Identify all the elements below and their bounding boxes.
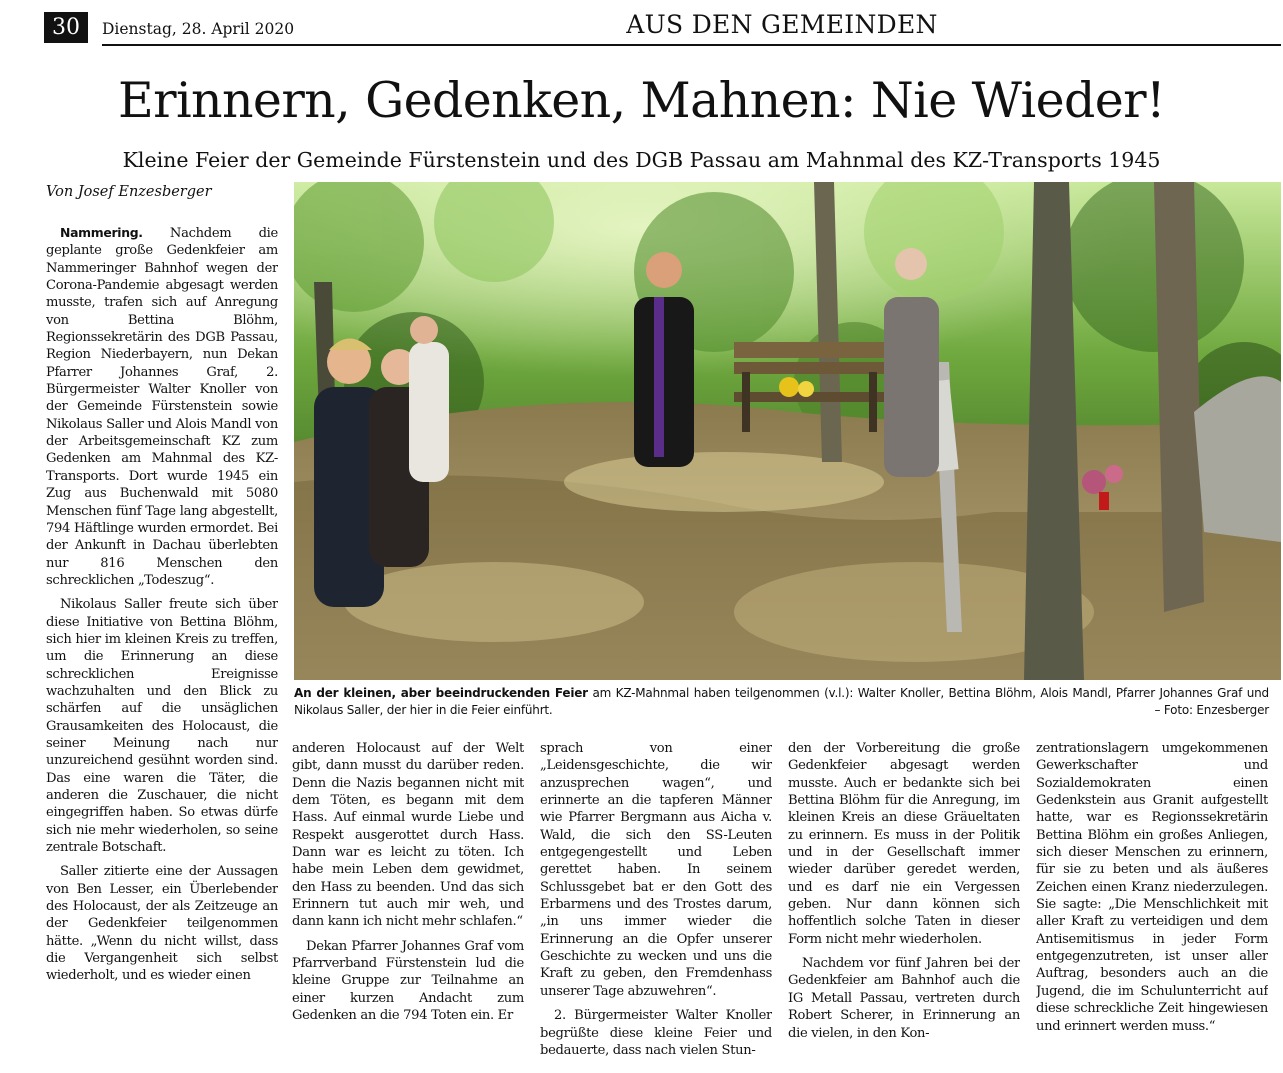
page-number: 30 — [44, 12, 88, 43]
text-column-3 — [540, 740, 772, 1070]
dateline: Nammering. — [60, 225, 143, 240]
paragraph: den der Vorbereitung die große Gedenkfeier abgesagt werden musste. Auch er bedankte sich bei Bettina Blöhm für die Anregung, im kleinen Kreis an diese Gräueltaten zu erinnern. Es muss in der Politik und in der Gesellschaft immer wieder darüber geredet werden, und es darf nie ein Vergessen geben. Nur dann können sich hoffentlich solche Taten in dieser Form nicht mehr wiederholen. — [788, 741, 1020, 947]
paragraph: anderen Holocaust auf der Welt gibt, dann musst du darüber reden. Denn die Nazis begannen nicht mit dem Töten, es begann mit dem Hass. Auf einmal wurde Liebe und Respekt ausgerottet durch Hass. Dann war es leicht zu töten. Ich habe mein Leben dem gewidmet, den Hass zu beenden. Und das sich Erinnern tut auch mir weh, und dann kann ich nicht mehr schlafen.“ — [292, 741, 524, 930]
text-column-4 — [788, 740, 1020, 1070]
text-column-5 — [1036, 740, 1268, 1070]
paragraph: Nachdem vor fünf Jahren bei der Gedenkfeier am Bahnhof auch die IG Metall Passau, vertreten durch Robert Scherer, in Erinnerung an die vielen, in den Kon- — [788, 956, 1020, 1041]
paragraph — [46, 224, 278, 589]
headline: Erinnern, Gedenken, Mahnen: Nie Wieder! — [117, 72, 1166, 129]
text-column-1 — [46, 224, 278, 1070]
caption-text: am KZ-Mahnmal haben teilgenommen (v.l.): Walter Knoller, Bettina Blöhm, Alois Mandl, Pfarrer Johannes Graf und Nikolaus Saller, der hier in die Feier einführt. — [294, 686, 1269, 717]
masthead-rule — [102, 44, 1281, 46]
section-title: AUS DEN GEMEINDEN — [626, 10, 938, 39]
paragraph: Nikolaus Saller freute sich über diese Initiative von Bettina Blöhm, sich hier im kleinen Kreis zu treffen, um die Erinnerung an diese schrecklichen Ereignisse wachzuhalten und den Blick zu schärfen auf die unsäglichen Grausamkeiten des Holocaust, die seiner Meinung nach nur unzureichend gesühnt worden sind. Das eine waren die Täter, die anderen die Zuschauer, die nicht eingegriffen haben. So etwas dürfe sich nie mehr wiederholen, so seine zentrale Botschaft. — [46, 597, 278, 856]
paragraph: Saller zitierte eine der Aussagen von Ben Lesser, ein Überlebender des Holocaust, der als Zeitzeuge an der Gedenkfeier teilgenommen hätte. „Wenn du nicht willst, dass die Vergangenheit sich selbst wiederholt, und es wieder einen — [46, 864, 278, 984]
paragraph-text: Nachdem die geplante große Gedenkfeier am Nammeringer Bahnhof wegen der Corona-Pandemie abgesagt werden musste, trafen sich auf Anregung von Bettina Blöhm, Regionssekretärin des DGB Passau, Region Niederbayern, nun Dekan Pfarrer Johannes Graf, 2. Bürgermeister Walter Knoller von der Gemeinde Fürstenstein sowie Nikolaus Saller und Alois Mandl von der Arbeitsgemeinschaft KZ zum Gedenken am Mahnmal des KZ-Transports. Dort wurde 1945 ein Zug aus Buchenwald mit 5080 Menschen fünf Tage lang abgestellt, 794 Häftlinge wurden ermordet. Bei der Ankunft in Dachau überlebten nur 816 Menschen den schrecklichen „Todeszug“. — [46, 226, 278, 588]
caption-lead: An der kleinen, aber beeindruckenden Feier — [294, 686, 588, 700]
paragraph: 2. Bürgermeister Walter Knoller begrüßte diese kleine Feier und bedauerte, dass nach vielen Stun- — [540, 1008, 772, 1058]
issue-date: Dienstag, 28. April 2020 — [102, 20, 295, 38]
paragraph: zentrationslagern umgekommenen Gewerkschafter und Sozialdemokraten einen Gedenkstein aus Granit aufgestellt hatte, war es Regionssekretärin Bettina Blöhm ein großes Anliegen, sich dieser Menschen zu erinnern, für sie zu beten und als äußeres Zeichen einen Kranz niederzulegen. Sie sagte: „Die Menschlichkeit mit aller Kraft zu verteidigen und dem Antisemitismus in jeder Form entgegenzutreten, ist unser aller Auftrag, besonders auch an die Jugend, die im Schulunterricht auf diese schreckliche Zeit hingewiesen und erinnert werden muss.“ — [1036, 741, 1268, 1034]
article-photo — [294, 182, 1281, 680]
photo-credit: – Foto: Enzesberger — [1154, 703, 1269, 717]
paragraph: Dekan Pfarrer Johannes Graf vom Pfarrverband Fürstenstein lud die kleine Gruppe zur Teilnahme an einer kurzen Andacht zum Gedenken an die 794 Toten ein. Er — [292, 938, 524, 1024]
paragraph: sprach von einer „Leidensgeschichte, die wir anzusprechen wagen“, und erinnerte an die tapferen Männer wie Pfarrer Bergmann aus Aicha v. Wald, die sich den SS-Leuten entgegengestellt und Leben gerettet haben. In seinem Schlussgebet bat er den Gott des Erbarmens und des Trostes darum, „in uns immer wieder die Erinnerung an die Opfer unserer Geschichte zu wecken und uns die Kraft zu geben, den Fremdenhass unserer Tage abzuwehren“. — [540, 741, 772, 999]
text-column-2 — [292, 740, 524, 1070]
photo-caption — [294, 685, 1269, 719]
subheadline: Kleine Feier der Gemeinde Fürstenstein und des DGB Passau am Mahnmal des KZ-Transports 1945 — [122, 148, 1161, 172]
byline: Von Josef Enzesberger — [46, 184, 212, 200]
